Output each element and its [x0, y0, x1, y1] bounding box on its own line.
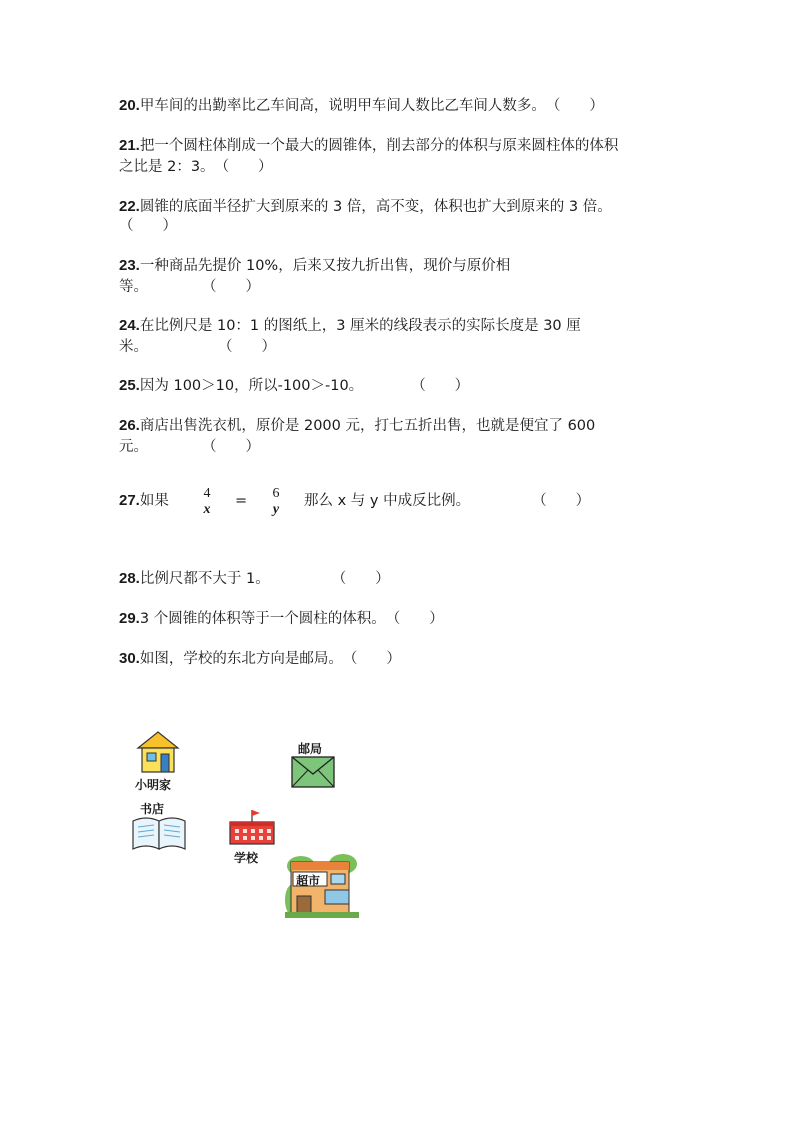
question-24-line2 — [119, 337, 276, 357]
supermarket-label: 超市 — [296, 874, 321, 888]
bookstore-label: 书店 — [140, 802, 165, 816]
question-30 — [119, 649, 401, 669]
question-text: 因为 100＞10，所以-100＞-10。 — [139, 378, 364, 394]
answer-blank[interactable]: （ ） — [119, 218, 177, 234]
question-number: 28. — [119, 570, 140, 587]
question-27-tail — [304, 491, 590, 511]
numerator: 4 — [203, 486, 211, 501]
denominator: x — [203, 502, 211, 517]
question-text: 如图，学校的东北方向是邮局。 — [139, 651, 343, 667]
numerator: 6 — [272, 486, 280, 501]
question-28 — [119, 569, 390, 589]
question-text: 在比例尺是 10：1 的图纸上，3 厘米的线段表示的实际长度是 30 厘 — [139, 318, 581, 334]
question-number: 21. — [119, 137, 140, 154]
post-office-label: 邮局 — [298, 742, 323, 756]
question-27 — [119, 491, 169, 511]
fraction-6-over-y — [268, 486, 284, 518]
question-text: 商店出售洗衣机，原价是 2000 元，打七五折出售，也就是便宜了 600 — [139, 418, 596, 434]
question-22 — [119, 197, 612, 217]
question-number: 24. — [119, 317, 140, 334]
question-number: 22. — [119, 198, 140, 215]
question-text-cont: 等。 — [119, 279, 148, 295]
answer-blank[interactable]: （ ） — [202, 279, 260, 295]
school-label: 学校 — [234, 851, 259, 865]
question-number: 27. — [119, 492, 140, 509]
question-number: 20. — [119, 97, 140, 114]
answer-blank[interactable]: （ ） — [218, 339, 276, 355]
house-icon — [134, 730, 182, 776]
question-21-line2 — [119, 157, 273, 177]
question-text: 一种商品先提价 10%，后来又按九折出售，现价与原价相 — [139, 258, 511, 274]
question-number: 23. — [119, 257, 140, 274]
question-text-cont: 元。 — [119, 439, 148, 455]
question-23 — [119, 256, 510, 276]
question-text: 把一个圆柱体削成一个最大的圆锥体，削去部分的体积与原来圆柱体的体积 — [139, 138, 619, 154]
question-24 — [119, 316, 581, 336]
answer-blank[interactable]: （ ） — [202, 439, 260, 455]
question-number: 29. — [119, 610, 140, 627]
question-22-line2 — [119, 216, 177, 236]
question-text-cont: 米。 — [119, 339, 148, 355]
home-label: 小明家 — [135, 778, 172, 792]
answer-blank[interactable]: （ ） — [385, 611, 444, 627]
open-book-icon — [130, 815, 188, 853]
question-29 — [119, 609, 444, 629]
question-text-cont: 之比是 2：3。 — [119, 159, 215, 175]
question-20 — [119, 96, 604, 116]
question-text: 如果 — [139, 493, 169, 509]
question-text: 3 个圆锥的体积等于一个圆柱的体积。 — [139, 611, 386, 627]
question-text: 比例尺都不大于 1。 — [139, 571, 270, 587]
question-number: 25. — [119, 377, 140, 394]
question-26-line2 — [119, 437, 260, 457]
envelope-icon — [291, 756, 335, 788]
fraction-4-over-x — [199, 486, 215, 518]
question-21 — [119, 136, 618, 156]
question-26 — [119, 416, 595, 436]
equals-text: = — [235, 493, 248, 509]
question-23-line2 — [119, 277, 260, 297]
answer-blank[interactable]: （ ） — [532, 493, 591, 509]
school-icon — [227, 808, 277, 848]
denominator: y — [272, 502, 280, 517]
answer-blank[interactable]: （ ） — [411, 378, 470, 394]
question-number: 26. — [119, 417, 140, 434]
question-number: 30. — [119, 650, 140, 667]
answer-blank[interactable]: （ ） — [545, 98, 604, 114]
question-25 — [119, 376, 469, 396]
question-text: 甲车间的出勤率比乙车间高，说明甲车间人数比乙车间人数多。 — [139, 98, 546, 114]
question-text-cont: 那么 x 与 y 中成反比例。 — [304, 493, 471, 509]
equals-sign — [235, 491, 247, 511]
answer-blank[interactable]: （ ） — [342, 651, 401, 667]
answer-blank[interactable]: （ ） — [214, 159, 273, 175]
question-text: 圆锥的底面半径扩大到原来的 3 倍，高不变，体积也扩大到原来的 3 倍。 — [139, 199, 612, 215]
answer-blank[interactable]: （ ） — [331, 571, 390, 587]
